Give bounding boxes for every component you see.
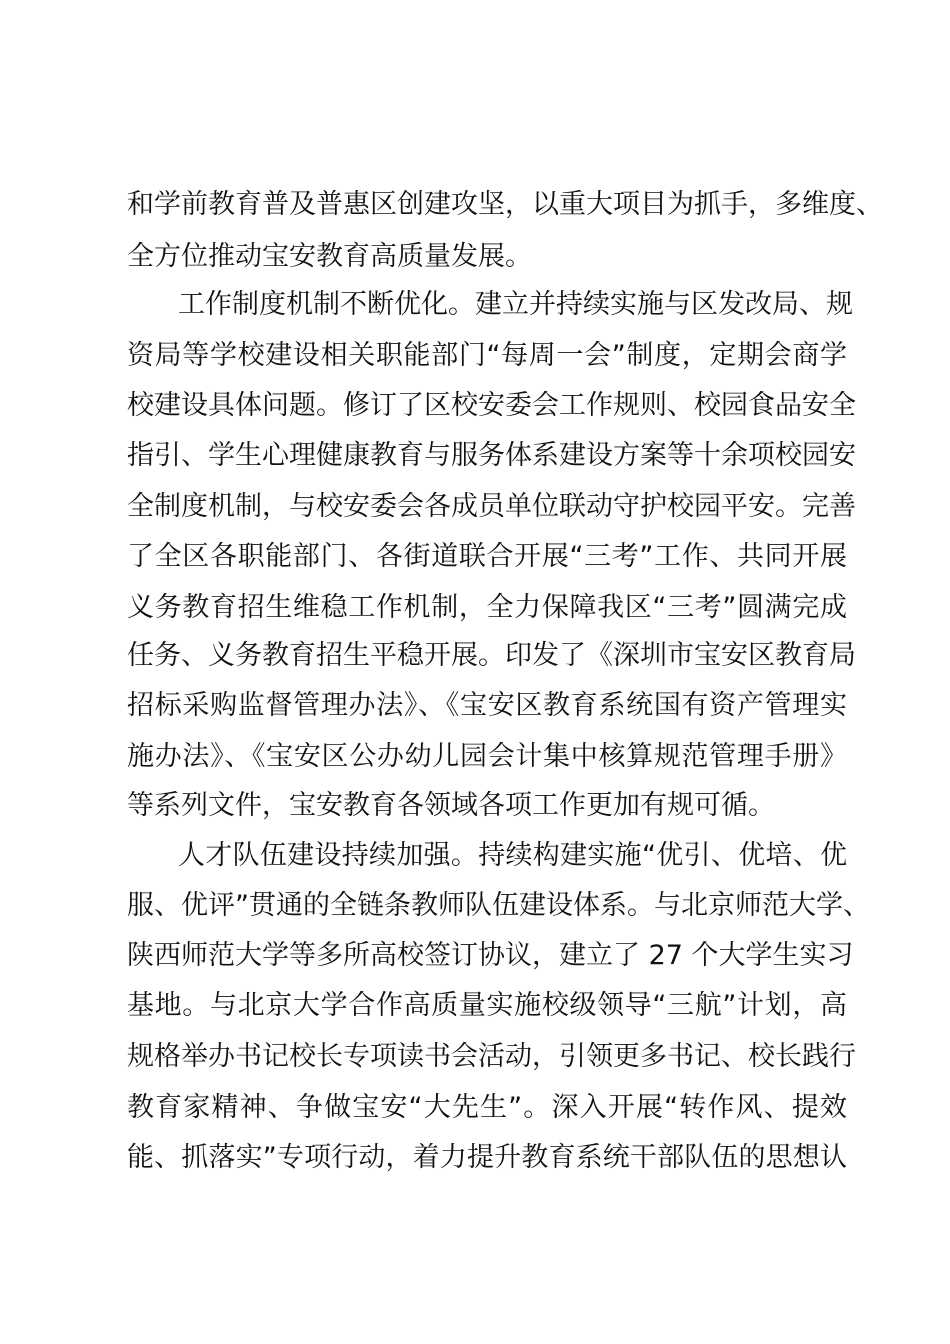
text-line: 资局等学校建设相关职能部门“每周一会”制度，定期会商学 [127, 340, 847, 371]
text-line: 全制度机制，与校安委会各成员单位联动守护校园平安。完善 [127, 491, 856, 522]
text-line: 能、抓落实”专项行动，着力提升教育系统干部队伍的思想认 [127, 1142, 847, 1173]
text-line: 教育家精神、争做宝安“大先生”。深入开展“转作风、提效 [127, 1092, 847, 1123]
text-line: 基地。与北京大学合作高质量实施校级领导“三航”计划，高 [127, 990, 847, 1021]
text-line: 招标采购监督管理办法》、《宝安区教育系统国有资产管理实 [127, 690, 847, 721]
paragraph-start-line: 人才队伍建设持续加强。持续构建实施“优引、优培、优 [178, 840, 847, 871]
text-line: 施办法》、《宝安区公办幼儿园会计集中核算规范管理手册》 [127, 741, 847, 772]
text-line: 校建设具体问题。修订了区校安委会工作规则、校园食品安全 [127, 390, 856, 421]
text-line: 义务教育招生维稳工作机制，全力保障我区“三考”圆满完成 [127, 592, 847, 623]
text-line: 陕西师范大学等多所高校签订协议，建立了 27 个大学生实习 [127, 940, 854, 971]
paragraph-start-line: 工作制度机制不断优化。建立并持续实施与区发改局、规 [178, 289, 853, 320]
text-line: 规格举办书记校长专项读书会活动，引领更多书记、校长践行 [127, 1041, 856, 1072]
text-line: 了全区各职能部门、各街道联合开展“三考”工作、共同开展 [127, 541, 847, 572]
text-line: 服、优评”贯通的全链条教师队伍建设体系。与北京师范大学、 [127, 890, 870, 921]
text-line: 指引、学生心理健康教育与服务体系建设方案等十余项校园安 [127, 440, 856, 471]
text-line: 全方位推动宝安教育高质量发展。 [127, 241, 532, 272]
text-line: 任务、义务教育招生平稳开展。印发了《深圳市宝安区教育局 [127, 640, 856, 671]
text-line: 等系列文件，宝安教育各领域各项工作更加有规可循。 [127, 790, 775, 821]
text-line: 和学前教育普及普惠区创建攻坚，以重大项目为抓手，多维度、 [127, 189, 883, 220]
